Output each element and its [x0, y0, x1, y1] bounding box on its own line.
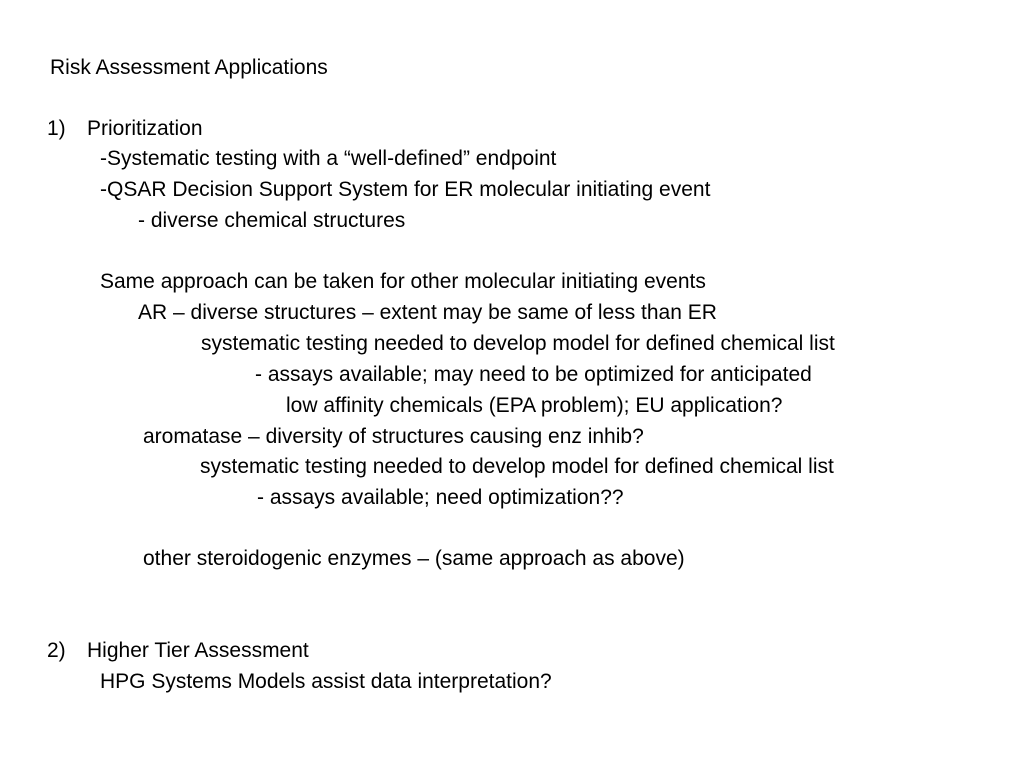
aromatase-line: aromatase – diversity of structures causing enz inhib?: [143, 425, 644, 448]
section-2-heading: Higher Tier Assessment: [87, 639, 309, 662]
ar-assays-continuation: low affinity chemicals (EPA problem); EU application?: [286, 394, 783, 417]
section-2-detail: HPG Systems Models assist data interpretation?: [100, 670, 552, 693]
bullet-qsar-decision-support: -QSAR Decision Support System for ER molecular initiating event: [100, 178, 711, 201]
aromatase-testing-line: systematic testing needed to develop model for defined chemical list: [200, 455, 834, 478]
slide-title: Risk Assessment Applications: [50, 56, 328, 79]
section-1-heading: Prioritization: [87, 117, 203, 140]
bullet-diverse-structures: - diverse chemical structures: [138, 209, 406, 232]
ar-line: AR – diverse structures – extent may be same of less than ER: [138, 301, 717, 324]
other-mie-intro: Same approach can be taken for other molecular initiating events: [100, 270, 706, 293]
aromatase-assays-line: - assays available; need optimization??: [257, 486, 624, 509]
bullet-systematic-testing: -Systematic testing with a “well-defined” endpoint: [100, 147, 557, 170]
section-1-number: 1): [47, 117, 66, 140]
ar-testing-line: systematic testing needed to develop model for defined chemical list: [201, 332, 835, 355]
section-2-number: 2): [47, 639, 66, 662]
ar-assays-line: - assays available; may need to be optimized for anticipated: [255, 363, 812, 386]
other-steroidogenic-enzymes: other steroidogenic enzymes – (same approach as above): [143, 547, 685, 570]
